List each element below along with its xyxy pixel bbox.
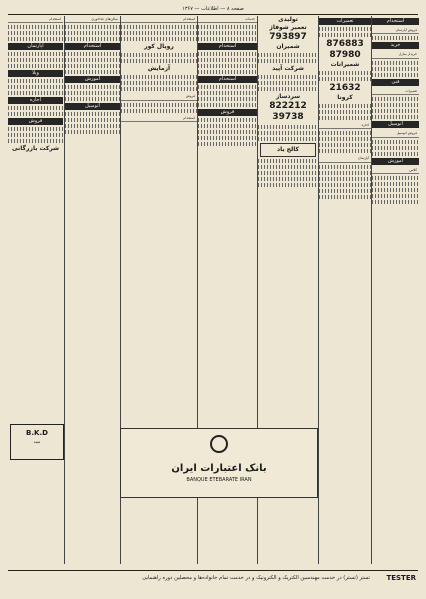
ad-title: سردساز: [275, 93, 301, 100]
bank-name-fa: بانک اعتبارات ایران: [171, 463, 267, 474]
classified-ad: فروش اتومبیل: [372, 130, 419, 137]
phone-number: 39738: [272, 112, 304, 122]
section-heading: فنی: [372, 79, 419, 86]
footer-ad: [8, 570, 418, 585]
bank-name-en: BANQUE ETEBARATE IRAN: [186, 477, 252, 483]
classified-ad: سالن‌های غذاخوری: [65, 16, 120, 23]
classified-ad: استخدام: [121, 16, 197, 23]
classified-ad: خدمات: [198, 16, 257, 23]
classified-ad: استخدام: [121, 115, 197, 122]
section-heading: خرید: [372, 42, 419, 49]
section-heading: ویلا: [8, 70, 63, 77]
classified-ad: تعمیرات: [372, 88, 419, 95]
ad-title: کرونا: [337, 94, 353, 101]
phone-number: 21632: [329, 83, 361, 93]
section-heading: آپارتمان: [8, 43, 63, 50]
bkd-subtitle: سید: [33, 439, 41, 444]
ad-box: کالج یاد: [260, 143, 316, 157]
column-1: [8, 16, 63, 564]
column-7: [371, 16, 419, 564]
bkd-title: B.K.D: [26, 429, 48, 437]
bank-logo-icon: [210, 435, 228, 453]
section-heading: استخدام: [198, 76, 257, 83]
bkd-ad: [10, 424, 64, 460]
classified-ad: آپارتمان: [319, 155, 371, 162]
column-6: [318, 16, 371, 564]
footer-text-en: TESTER: [386, 574, 416, 582]
phone-number: 793897: [269, 32, 307, 42]
section-heading: استخدام: [198, 43, 257, 50]
section-heading: فروش: [8, 118, 63, 125]
phone-number: 87980: [329, 50, 361, 60]
classified-ad: فروش: [121, 93, 197, 100]
footer-text-fa: تستر (تستر) در خدمت مهندسین الکتریک و الکترونیک و در خدمت تمام خانواده‌ها و محصلین دوره راهنمایی: [142, 575, 370, 581]
ad-title: شرکت بازرگانی: [11, 145, 60, 153]
classified-ad: اجاره: [319, 122, 371, 129]
classified-ad: خریدار منازل: [372, 51, 419, 58]
phone-number: 876883: [326, 39, 364, 49]
section-heading: فروش: [198, 109, 257, 116]
ad-title: شمیران: [276, 43, 300, 50]
bank-ad: [120, 428, 318, 498]
section-heading: تعمیرات: [319, 18, 371, 25]
ad-title: رویال کور: [144, 43, 174, 51]
ad-title: شمیرانات: [330, 61, 360, 68]
ad-title: تعمیر شوفاژ: [269, 24, 307, 31]
ad-title: آزمایش: [147, 65, 171, 73]
section-heading: اجاره: [8, 97, 63, 104]
section-heading: اتومبیل: [65, 103, 120, 110]
classified-ad: فروش آپارتمان: [372, 27, 419, 34]
classified-ad: کلاس: [372, 167, 419, 174]
section-heading: استخدام: [65, 43, 120, 50]
section-heading: اتومبیل: [372, 121, 419, 128]
section-heading: استخدام: [372, 18, 419, 25]
phone-number: 822212: [269, 101, 307, 111]
column-2: [64, 16, 120, 564]
ad-title: شرکت آپید: [272, 65, 304, 72]
ad-title: تولیدی: [278, 16, 298, 23]
section-heading: آموزش: [372, 158, 419, 165]
section-heading: آموزش: [65, 76, 120, 83]
classified-ad: استخدام: [8, 16, 63, 23]
page-header: صفحه ۸ — اطلاعات — ۱۳۶۷: [8, 4, 418, 15]
